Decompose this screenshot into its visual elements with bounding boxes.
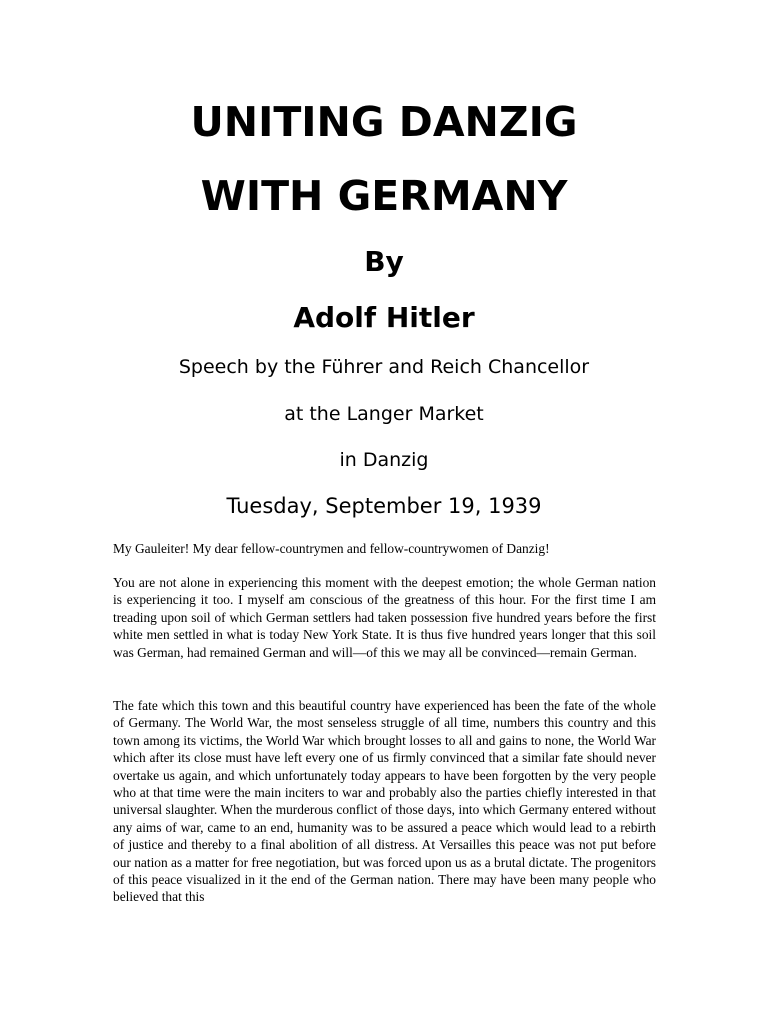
subtitle-line-1: Speech by the Führer and Reich Chancellor [178,356,590,378]
speech-date: Tuesday, September 19, 1939 [226,494,542,518]
paragraph-2: The fate which this town and this beautiful country have experienced has been the fate of the whole of Germany. The World War, the most senseless struggle of all time, numbers this country and this town among its victims, the World War which brought losses to all and gains to none, the World War which after its close must have left every one of us firmly convinced that a similar fate should never overtake us again, and which unfortunately today appears to have been forgotten by the very people who at that time were the main inciters to war and probably also the parties chiefly interested in that universal slaughter. When the murderous conflict of those days, into which Germany entered without any aims of war, came to an end, humanity was to be assured a peace which would lead to a rebirth of justice and thereby to a final abolition of all distress. At Versailles this peace was not put before our nation as a matter for free negotiation, but was forced upon us as a brutal dictate. The progenitors of this peace visualized in it the end of the German nation. There may have been many people who believed that this [113,698,656,905]
subtitle-line-2: at the Langer Market [284,403,484,425]
paragraph-1: You are not alone in experiencing this moment with the deepest emotion; the whole German nation is experiencing it too. I myself am conscious of the greatness of this hour. For the first time I am treading upon soil of which German settlers had taken possession five hundred years before the first white men settled in what is today New York State. It is thus five hundred years longer that this soil was German, had remained German and will—of this we may all be convinced—remain German. [113,575,656,660]
title-line-2: WITH GERMANY [200,172,568,220]
paragraph-greeting: My Gauleiter! My dear fellow-countrymen and fellow-countrywomen of Danzig! [113,541,550,556]
byline: By [364,245,404,278]
author-name: Adolf Hitler [293,301,475,334]
subtitle-line-3: in Danzig [339,449,429,471]
title-line-1: UNITING DANZIG [190,98,578,146]
